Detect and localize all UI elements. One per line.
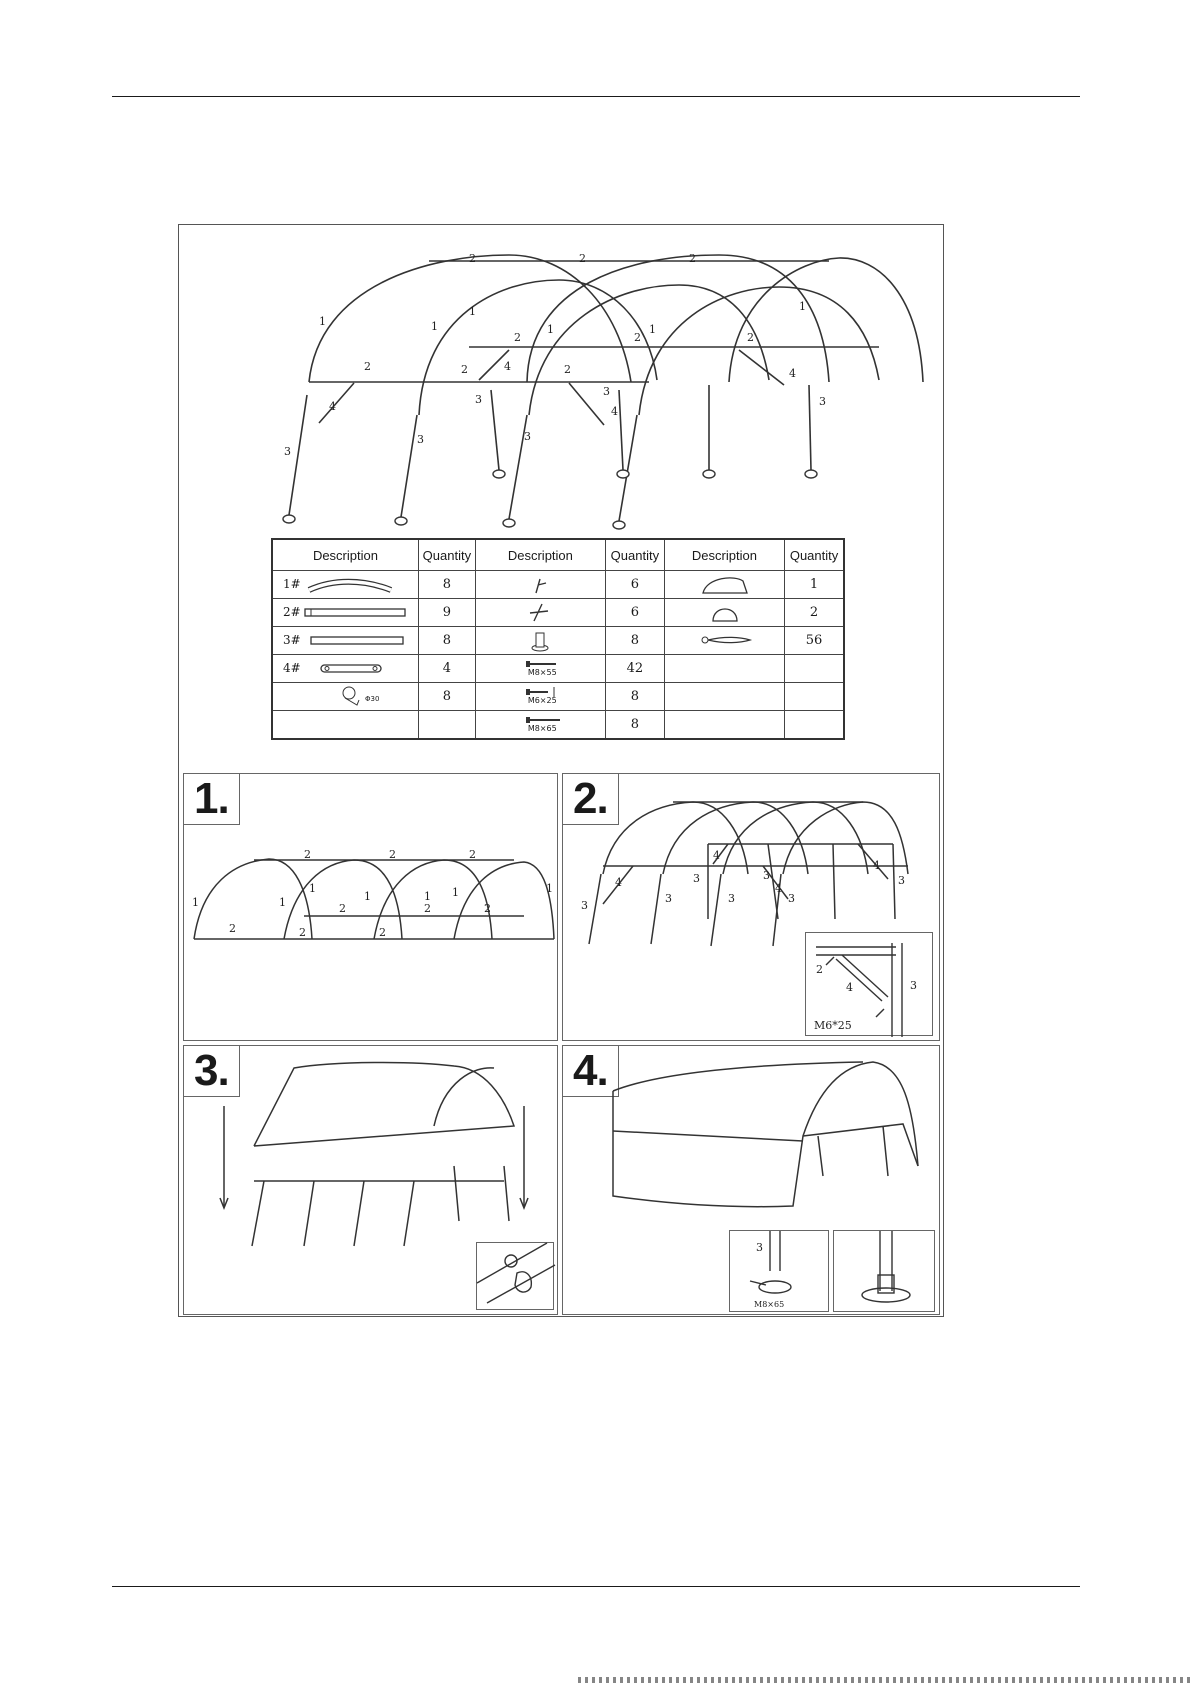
step-4-leg-base-inset — [833, 1230, 935, 1312]
exploded-frame-diagram — [179, 225, 945, 535]
parts-table-header-row — [272, 539, 844, 571]
bolt-size-label: M8×55 — [527, 668, 557, 677]
inset-bolt-label: M8×65 — [754, 1300, 785, 1309]
empty-cell — [664, 655, 784, 683]
foot-plate-cell — [475, 627, 605, 655]
part-number: 4# — [283, 661, 301, 675]
label-tube-2: 2 — [747, 331, 754, 344]
brace-icon — [273, 655, 419, 682]
quantity-cell: 8 — [605, 711, 664, 740]
inset-bolt-label: M6*25 — [814, 1019, 852, 1032]
svg-text:4: 4 — [775, 882, 782, 895]
foot-plate-icon — [476, 627, 606, 654]
column-header-quantity: Quantity — [605, 539, 664, 571]
step-3-zipper-detail-inset — [476, 1242, 554, 1310]
svg-text:2: 2 — [299, 926, 306, 939]
part-1-cell — [272, 571, 418, 599]
bolt-size-label: M6×25 — [527, 696, 557, 705]
part-2-cell — [272, 599, 418, 627]
label-tube-3: 3 — [603, 385, 610, 398]
quantity-cell: 6 — [605, 599, 664, 627]
stake-icon — [665, 627, 785, 654]
label-tube-3: 3 — [475, 393, 482, 406]
foot-plate-bolt-detail — [730, 1231, 830, 1313]
label-tube-2: 2 — [364, 360, 371, 373]
quantity-cell: 8 — [418, 571, 475, 599]
empty-cell — [664, 683, 784, 711]
step-1-top-frame-diagram — [184, 774, 559, 1042]
svg-text:3: 3 — [898, 874, 905, 887]
clamp-size-label: Φ30 — [365, 695, 380, 703]
inset-label: 3 — [910, 979, 917, 992]
part-3-cell — [272, 627, 418, 655]
label-brace-4: 4 — [329, 400, 336, 413]
cross-connector-icon — [476, 599, 606, 626]
cross-connector-cell — [475, 599, 605, 627]
table-row — [272, 599, 844, 627]
part-4-cell — [272, 655, 418, 683]
inset-label: 3 — [756, 1241, 763, 1254]
label-tube-2: 2 — [461, 363, 468, 376]
label-tube-2: 2 — [689, 252, 696, 265]
column-header-description: Description — [272, 539, 418, 571]
arched-tube-icon — [273, 571, 419, 598]
frame-cover-icon — [665, 571, 785, 598]
table-row — [272, 571, 844, 599]
step-2-bolt-detail-inset — [805, 932, 933, 1036]
part-number: 3# — [283, 633, 301, 647]
label-tube-3: 3 — [819, 395, 826, 408]
svg-text:1: 1 — [192, 896, 199, 909]
label-tube-1: 1 — [649, 323, 656, 336]
label-brace-4: 4 — [789, 367, 796, 380]
quantity-cell: 8 — [605, 627, 664, 655]
quantity-cell — [785, 683, 844, 711]
elbow-connector-cell — [475, 571, 605, 599]
quantity-cell: 56 — [785, 627, 844, 655]
table-row — [272, 683, 844, 711]
svg-text:1: 1 — [279, 896, 286, 909]
label-tube-1: 1 — [799, 300, 806, 313]
quantity-cell: 4 — [418, 655, 475, 683]
column-header-description: Description — [475, 539, 605, 571]
label-tube-3: 3 — [524, 430, 531, 443]
quantity-cell: 1 — [785, 571, 844, 599]
label-brace-4: 4 — [504, 360, 511, 373]
bolt-m8x65-cell — [475, 711, 605, 740]
step-number: 3. — [184, 1046, 240, 1097]
quantity-cell: 8 — [418, 627, 475, 655]
svg-text:2: 2 — [424, 902, 431, 915]
label-tube-3: 3 — [284, 445, 291, 458]
elbow-connector-icon — [476, 571, 606, 598]
part-number: 1# — [283, 577, 301, 591]
quantity-cell: 8 — [605, 683, 664, 711]
label-tube-1: 1 — [319, 315, 326, 328]
assembly-instruction-sheet — [178, 224, 944, 1317]
svg-text:3: 3 — [788, 892, 795, 905]
brace-bolt-detail — [806, 933, 934, 1037]
stake-cell — [664, 627, 784, 655]
svg-text:2: 2 — [389, 848, 396, 861]
quantity-cell — [785, 711, 844, 740]
svg-text:1: 1 — [364, 890, 371, 903]
table-row — [272, 711, 844, 740]
end-panel-icon — [665, 599, 785, 626]
quantity-cell: 2 — [785, 599, 844, 627]
empty-cell — [272, 711, 418, 740]
step-4-panel — [562, 1045, 940, 1315]
svg-text:3: 3 — [665, 892, 672, 905]
quantity-cell — [785, 655, 844, 683]
footer-rule — [112, 1586, 1080, 1587]
svg-text:3: 3 — [763, 869, 770, 882]
quantity-cell: 6 — [605, 571, 664, 599]
header-rule — [112, 96, 1080, 97]
svg-text:2: 2 — [229, 922, 236, 935]
label-tube-2: 2 — [564, 363, 571, 376]
quantity-cell: 8 — [418, 683, 475, 711]
label-tube-1: 1 — [431, 320, 438, 333]
svg-text:4: 4 — [615, 876, 622, 889]
leg-base-detail — [834, 1231, 936, 1313]
inset-label: 2 — [816, 963, 823, 976]
step-3-panel — [183, 1045, 558, 1315]
svg-text:1: 1 — [309, 882, 316, 895]
svg-text:4: 4 — [713, 849, 720, 862]
label-tube-2: 2 — [579, 252, 586, 265]
svg-text:1: 1 — [546, 882, 553, 895]
label-tube-2: 2 — [514, 331, 521, 344]
straight-tube-icon — [273, 627, 419, 654]
clamp-icon — [273, 683, 419, 710]
step-number: 1. — [184, 774, 240, 825]
quantity-cell: 9 — [418, 599, 475, 627]
bolt-m6x25-cell — [475, 683, 605, 711]
part-number: 2# — [283, 605, 301, 619]
footer-scan-artifact — [578, 1677, 1191, 1683]
label-tube-3: 3 — [417, 433, 424, 446]
cover-fastener-detail — [477, 1243, 555, 1311]
table-row — [272, 627, 844, 655]
svg-text:2: 2 — [469, 848, 476, 861]
svg-text:2: 2 — [379, 926, 386, 939]
table-row — [272, 655, 844, 683]
label-tube-1: 1 — [469, 305, 476, 318]
column-header-description: Description — [664, 539, 784, 571]
bolt-size-label: M8×65 — [527, 724, 557, 733]
svg-text:2: 2 — [339, 902, 346, 915]
svg-text:1: 1 — [424, 890, 431, 903]
straight-tube-long-icon — [273, 599, 419, 626]
svg-text:3: 3 — [581, 899, 588, 912]
quantity-cell — [418, 711, 475, 740]
column-header-quantity: Quantity — [418, 539, 475, 571]
step-1-panel — [183, 773, 558, 1041]
svg-text:3: 3 — [728, 892, 735, 905]
svg-text:1: 1 — [452, 886, 459, 899]
svg-text:2: 2 — [484, 902, 491, 915]
quantity-cell: 42 — [605, 655, 664, 683]
svg-text:4: 4 — [873, 859, 880, 872]
column-header-quantity: Quantity — [785, 539, 844, 571]
svg-text:2: 2 — [304, 848, 311, 861]
step-2-panel — [562, 773, 940, 1041]
svg-text:3: 3 — [693, 872, 700, 885]
end-panel-cell — [664, 599, 784, 627]
step-4-foot-bolt-inset — [729, 1230, 829, 1312]
label-tube-2: 2 — [469, 252, 476, 265]
empty-cell — [664, 711, 784, 740]
step-number: 4. — [563, 1046, 619, 1097]
frame-cover-cell — [664, 571, 784, 599]
inset-label: 4 — [846, 981, 853, 994]
label-tube-2: 2 — [634, 331, 641, 344]
label-tube-1: 1 — [547, 323, 554, 336]
clamp-cell — [272, 683, 418, 711]
bolt-m8x55-cell — [475, 655, 605, 683]
parts-list-table — [271, 538, 845, 740]
step-number: 2. — [563, 774, 619, 825]
label-brace-4: 4 — [611, 405, 618, 418]
